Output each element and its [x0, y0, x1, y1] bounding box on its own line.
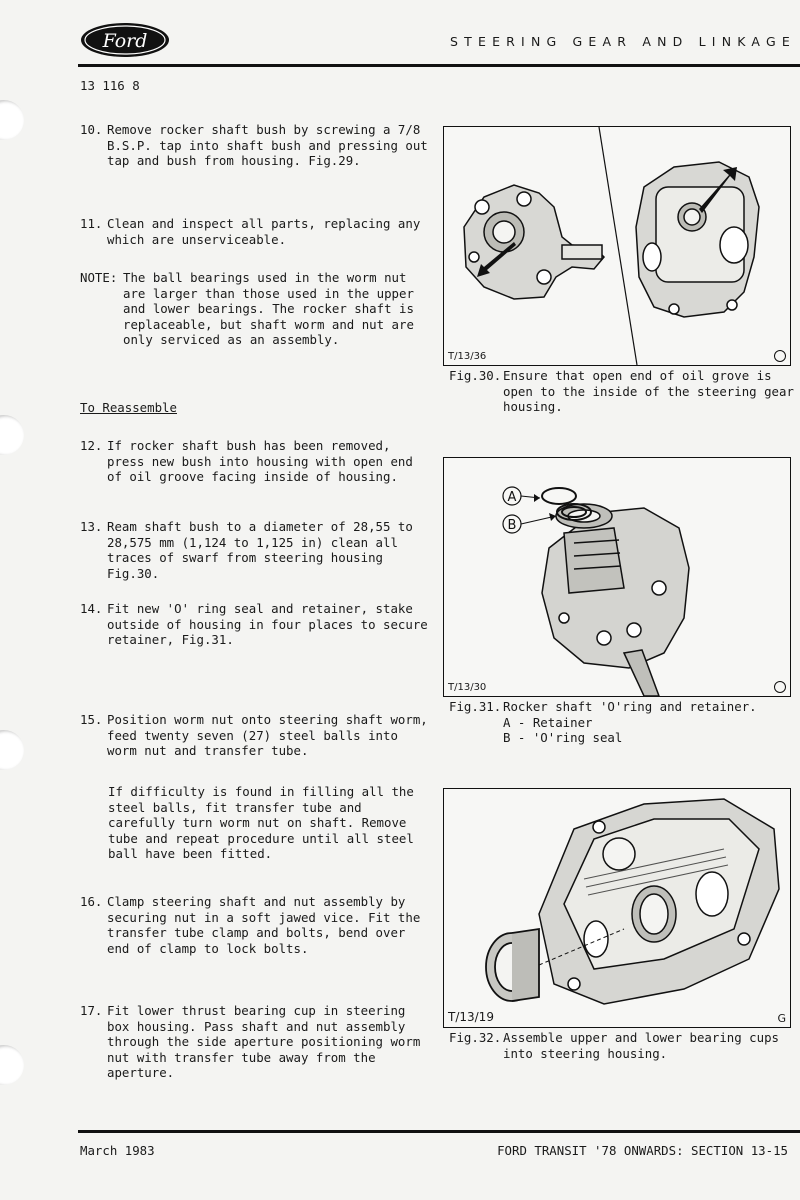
step-15-extra: If difficulty is found in filling all the steel balls, fit transfer tube and carefully turn worm nut on shaft. Remove tube and repeat procedure until all steel ball have been fitted.: [108, 784, 414, 861]
step-number: 17.: [80, 1003, 103, 1018]
step-text: Ream shaft bush to a diameter of 28,55 to 28,575 mm (1,124 to 1,125 in) clean all traces of swarf from steering housing Fig.30.: [107, 519, 413, 581]
punch-hole: [0, 415, 24, 455]
step-text: If rocker shaft bush has been removed, press new bush into housing with open end of oil groove facing inside of housing.: [107, 438, 413, 484]
step-15: [80, 712, 430, 759]
header-title: STEERING GEAR AND LINKAGE: [450, 34, 796, 49]
figure-31-caption: [449, 699, 794, 746]
section-heading: To Reassemble: [80, 400, 177, 415]
step-number: 15.: [80, 712, 103, 727]
figure-31: [443, 457, 791, 697]
figure-32-illustration: [444, 789, 790, 1027]
callout-b: B: [507, 518, 517, 533]
step-text: Fit new 'O' ring seal and retainer, stake outside of housing in four places to secure retainer, Fig.31.: [107, 601, 428, 647]
header-rule: [78, 64, 800, 67]
figure-31-illustration: [444, 458, 790, 696]
figure-label: Fig.30.: [449, 368, 502, 383]
ford-logo: [80, 22, 170, 58]
figure-32: [443, 788, 791, 1028]
step-text: Fit lower thrust bearing cup in steering box housing. Pass shaft and nut assembly through the side aperture positioning worm nut with transfer tube away from the aperture.: [107, 1003, 421, 1080]
punch-hole: [0, 100, 24, 140]
callout-a: A: [507, 490, 517, 505]
step-14: [80, 601, 430, 648]
step-number: 11.: [80, 216, 103, 231]
punch-hole: [0, 730, 24, 770]
step-text: Clamp steering shaft and nut assembly by securing nut in a soft jawed vice. Fit the transfer tube clamp and bolts, bend over end of clamp to lock bolts.: [107, 894, 421, 956]
step-16: [80, 894, 430, 956]
figure-mark: G: [777, 1012, 786, 1025]
footer-rule: [78, 1130, 800, 1133]
footer-section: FORD TRANSIT '78 ONWARDS: SECTION 13-15: [497, 1143, 788, 1158]
step-10: [80, 122, 430, 169]
figure-mark-icon: [774, 681, 786, 693]
figure-30-caption: [449, 368, 794, 415]
note-text: The ball bearings used in the worm nut are larger than those used in the upper and lower bearings. The rocker shaft is replaceable, but shaft worm and nut are only serviced as an assembly.: [123, 270, 414, 347]
step-13: [80, 519, 430, 581]
note-block: [80, 270, 430, 348]
figure-ref: T/13/36: [448, 351, 487, 362]
step-11: [80, 216, 430, 247]
figure-30: [443, 126, 791, 366]
figure-caption-text: Rocker shaft 'O'ring and retainer.: [503, 699, 757, 714]
footer-date: March 1983: [80, 1143, 155, 1158]
figure-label: Fig.32.: [449, 1030, 502, 1045]
figure-mark-icon: [774, 350, 786, 362]
punch-hole: [0, 1045, 24, 1085]
legend-b: B - 'O'ring seal: [503, 730, 623, 745]
figure-ref: T/13/19: [448, 1010, 494, 1024]
svg-text:Ford: Ford: [102, 30, 148, 52]
step-12: [80, 438, 430, 485]
step-number: 13.: [80, 519, 103, 534]
step-number: 12.: [80, 438, 103, 453]
step-number: 10.: [80, 122, 103, 137]
step-text: Clean and inspect all parts, replacing any which are unserviceable.: [107, 216, 421, 247]
step-text: Remove rocker shaft bush by screwing a 7/8 B.S.P. tap into shaft bush and pressing out tap and bush from housing. Fig.29.: [107, 122, 428, 168]
figure-32-caption: [449, 1030, 794, 1061]
step-number: 14.: [80, 601, 103, 616]
legend-a: A - Retainer: [503, 714, 593, 730]
figure-ref: T/13/30: [448, 682, 487, 693]
figure-caption-text: Ensure that open end of oil grove is open to the inside of the steering gear housing.: [503, 368, 794, 414]
figure-caption-text: Assemble upper and lower bearing cups into steering housing.: [503, 1030, 780, 1061]
page-reference: 13 116 8: [80, 78, 140, 93]
step-text: Position worm nut onto steering shaft worm, feed twenty seven (27) steel balls into worm nut and transfer tube.: [107, 712, 428, 758]
figure-label: Fig.31.: [449, 699, 502, 714]
figure-30-illustration: [444, 127, 790, 365]
step-17: [80, 1003, 430, 1081]
note-label: NOTE:: [80, 270, 118, 285]
step-number: 16.: [80, 894, 103, 909]
